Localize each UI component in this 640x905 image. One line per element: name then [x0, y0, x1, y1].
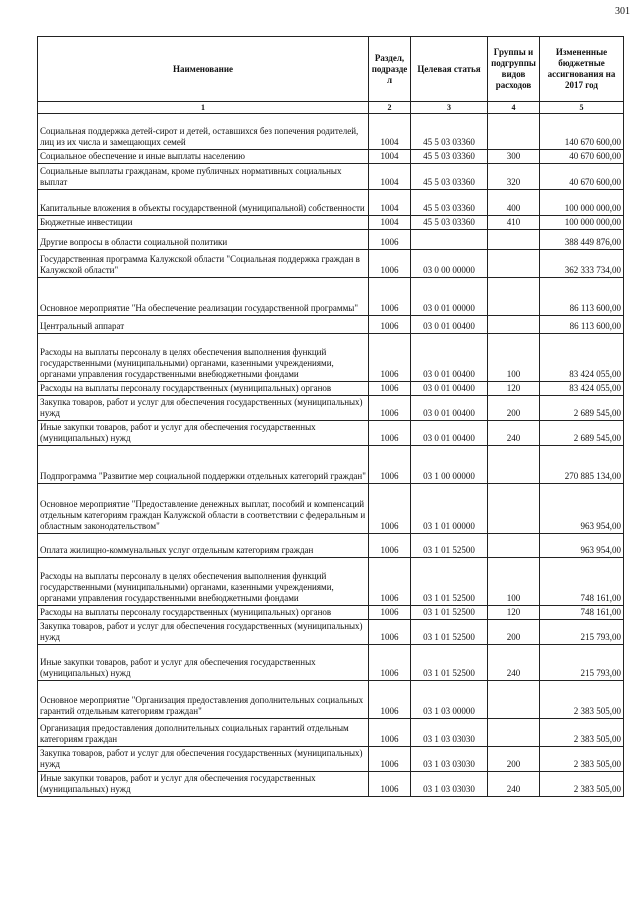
row-amount-cell: 748 161,00 — [540, 558, 624, 606]
row-target-cell: 03 0 01 00400 — [411, 396, 488, 421]
row-name-cell: Социальная поддержка детей-сирот и детей, оставшихся без попечения родителей, лиц из их числа и замещающих семей — [38, 114, 369, 150]
row-amount-cell: 388 449 876,00 — [540, 230, 624, 250]
row-section-cell: 1006 — [369, 558, 411, 606]
row-target-cell: 45 5 03 03360 — [411, 216, 488, 230]
row-target-cell: 45 5 03 03360 — [411, 190, 488, 216]
row-name-cell: Организация предоставления дополнительных социальных гарантий отдельным категориям граждан — [38, 719, 369, 747]
row-amount-cell: 140 670 600,00 — [540, 114, 624, 150]
table-row — [38, 484, 624, 534]
row-section-cell: 1004 — [369, 164, 411, 190]
row-group-cell: 120 — [488, 382, 540, 396]
row-group-cell — [488, 446, 540, 484]
table-row — [38, 316, 624, 334]
row-target-cell: 03 1 01 52500 — [411, 620, 488, 645]
row-name-cell: Основное мероприятие "На обеспечение реализации государственной программы" — [38, 278, 369, 316]
row-section-cell: 1006 — [369, 620, 411, 645]
row-group-cell — [488, 250, 540, 278]
table-row — [38, 446, 624, 484]
row-section-cell: 1006 — [369, 382, 411, 396]
row-section-cell: 1004 — [369, 216, 411, 230]
row-name-cell: Капитальные вложения в объекты государственной (муниципальной) собственности — [38, 190, 369, 216]
row-target-cell: 03 0 01 00000 — [411, 278, 488, 316]
row-section-cell: 1004 — [369, 190, 411, 216]
page-number: 301 — [615, 6, 630, 17]
row-target-cell: 03 0 01 00400 — [411, 334, 488, 382]
row-amount-cell: 270 885 134,00 — [540, 446, 624, 484]
row-group-cell: 240 — [488, 421, 540, 446]
row-section-cell: 1004 — [369, 150, 411, 164]
row-name-cell: Центральный аппарат — [38, 316, 369, 334]
row-name-cell: Расходы на выплаты персоналу в целях обеспечения выполнения функций государственными (муниципальными) органами, казенными учреждениями, органами управления государственными внебюджетными фондами — [38, 558, 369, 606]
row-amount-cell: 2 383 505,00 — [540, 747, 624, 772]
row-group-cell: 200 — [488, 747, 540, 772]
column-number: 3 — [411, 102, 488, 114]
row-amount-cell: 40 670 600,00 — [540, 150, 624, 164]
table-row — [38, 606, 624, 620]
header-amount: Измененные бюджетные ассигнования на 2017 год — [540, 37, 624, 102]
row-amount-cell: 83 424 055,00 — [540, 382, 624, 396]
row-name-cell: Иные закупки товаров, работ и услуг для обеспечения государственных (муниципальных) нужд — [38, 645, 369, 681]
row-amount-cell: 2 383 505,00 — [540, 719, 624, 747]
row-amount-cell: 86 113 600,00 — [540, 316, 624, 334]
row-target-cell — [411, 230, 488, 250]
row-amount-cell: 2 689 545,00 — [540, 421, 624, 446]
row-section-cell: 1006 — [369, 606, 411, 620]
row-name-cell: Расходы на выплаты персоналу государственных (муниципальных) органов — [38, 382, 369, 396]
row-group-cell: 100 — [488, 334, 540, 382]
row-target-cell: 03 1 03 03030 — [411, 747, 488, 772]
row-amount-cell: 2 383 505,00 — [540, 681, 624, 719]
row-section-cell: 1004 — [369, 114, 411, 150]
row-group-cell: 200 — [488, 620, 540, 645]
table-row — [38, 620, 624, 645]
row-section-cell: 1006 — [369, 534, 411, 558]
table-row — [38, 334, 624, 382]
row-name-cell: Расходы на выплаты персоналу государственных (муниципальных) органов — [38, 606, 369, 620]
row-group-cell: 240 — [488, 772, 540, 797]
row-name-cell: Закупка товаров, работ и услуг для обеспечения государственных (муниципальных) нужд — [38, 747, 369, 772]
table-row — [38, 421, 624, 446]
row-target-cell: 03 1 03 03030 — [411, 719, 488, 747]
row-group-cell — [488, 278, 540, 316]
table-row — [38, 645, 624, 681]
row-amount-cell: 748 161,00 — [540, 606, 624, 620]
row-target-cell: 03 0 01 00400 — [411, 382, 488, 396]
row-section-cell: 1006 — [369, 278, 411, 316]
header-name: Наименование — [38, 37, 369, 102]
row-amount-cell: 215 793,00 — [540, 645, 624, 681]
row-group-cell — [488, 681, 540, 719]
column-number: 4 — [488, 102, 540, 114]
row-amount-cell: 963 954,00 — [540, 534, 624, 558]
table-row — [38, 396, 624, 421]
row-target-cell: 03 1 03 00000 — [411, 681, 488, 719]
row-group-cell: 100 — [488, 558, 540, 606]
table-row — [38, 719, 624, 747]
row-group-cell: 120 — [488, 606, 540, 620]
row-section-cell: 1006 — [369, 645, 411, 681]
row-name-cell: Иные закупки товаров, работ и услуг для обеспечения государственных (муниципальных) нужд — [38, 772, 369, 797]
table-body — [38, 114, 624, 797]
row-amount-cell: 86 113 600,00 — [540, 278, 624, 316]
row-amount-cell: 2 383 505,00 — [540, 772, 624, 797]
table-row — [38, 278, 624, 316]
column-number: 2 — [369, 102, 411, 114]
row-target-cell: 45 5 03 03360 — [411, 164, 488, 190]
row-target-cell: 03 0 01 00400 — [411, 421, 488, 446]
row-section-cell: 1006 — [369, 719, 411, 747]
row-section-cell: 1006 — [369, 446, 411, 484]
row-group-cell — [488, 484, 540, 534]
row-section-cell: 1006 — [369, 334, 411, 382]
row-name-cell: Бюджетные инвестиции — [38, 216, 369, 230]
row-group-cell: 410 — [488, 216, 540, 230]
row-name-cell: Закупка товаров, работ и услуг для обеспечения государственных (муниципальных) нужд — [38, 620, 369, 645]
table-row — [38, 114, 624, 150]
row-target-cell: 03 1 01 52500 — [411, 645, 488, 681]
row-group-cell — [488, 230, 540, 250]
row-amount-cell: 215 793,00 — [540, 620, 624, 645]
table-row — [38, 681, 624, 719]
row-target-cell: 03 1 01 52500 — [411, 534, 488, 558]
row-section-cell: 1006 — [369, 316, 411, 334]
row-name-cell: Социальное обеспечение и иные выплаты населению — [38, 150, 369, 164]
row-target-cell: 03 1 01 52500 — [411, 558, 488, 606]
row-name-cell: Закупка товаров, работ и услуг для обеспечения государственных (муниципальных) нужд — [38, 396, 369, 421]
row-amount-cell: 40 670 600,00 — [540, 164, 624, 190]
table-row — [38, 772, 624, 797]
row-target-cell: 45 5 03 03360 — [411, 114, 488, 150]
table-row — [38, 747, 624, 772]
row-group-cell: 240 — [488, 645, 540, 681]
row-name-cell: Расходы на выплаты персоналу в целях обеспечения выполнения функций государственными (муниципальными) органами, казенными учреждениями, органами управления государственными внебюджетными фондами — [38, 334, 369, 382]
table-header-row — [38, 37, 624, 102]
row-section-cell: 1006 — [369, 421, 411, 446]
row-amount-cell: 2 689 545,00 — [540, 396, 624, 421]
row-group-cell: 400 — [488, 190, 540, 216]
row-amount-cell: 100 000 000,00 — [540, 190, 624, 216]
row-name-cell: Оплата жилищно-коммунальных услуг отдельным категориям граждан — [38, 534, 369, 558]
row-section-cell: 1006 — [369, 250, 411, 278]
row-group-cell: 200 — [488, 396, 540, 421]
row-section-cell: 1006 — [369, 747, 411, 772]
row-name-cell: Другие вопросы в области социальной политики — [38, 230, 369, 250]
row-group-cell: 300 — [488, 150, 540, 164]
row-target-cell: 03 0 00 00000 — [411, 250, 488, 278]
row-group-cell — [488, 534, 540, 558]
row-target-cell: 03 0 01 00400 — [411, 316, 488, 334]
table-row — [38, 250, 624, 278]
row-name-cell: Основное мероприятие "Организация предоставления дополнительных социальных гарантий отдельным категориям граждан" — [38, 681, 369, 719]
row-section-cell: 1006 — [369, 396, 411, 421]
table-row — [38, 190, 624, 216]
row-group-cell — [488, 316, 540, 334]
table-row — [38, 534, 624, 558]
row-amount-cell: 83 424 055,00 — [540, 334, 624, 382]
row-name-cell: Социальные выплаты гражданам, кроме публичных нормативных социальных выплат — [38, 164, 369, 190]
row-section-cell: 1006 — [369, 484, 411, 534]
row-name-cell: Государственная программа Калужской области "Социальная поддержка граждан в Калужской области" — [38, 250, 369, 278]
column-numbering-row — [38, 102, 624, 114]
row-target-cell: 03 1 01 52500 — [411, 606, 488, 620]
row-group-cell — [488, 114, 540, 150]
row-name-cell: Подпрограмма "Развитие мер социальной поддержки отдельных категорий граждан" — [38, 446, 369, 484]
row-name-cell: Основное мероприятие "Предоставление денежных выплат, пособий и компенсаций отдельным категориям граждан Калужской области в соответствии с федеральным и областным законодательством" — [38, 484, 369, 534]
row-target-cell: 45 5 03 03360 — [411, 150, 488, 164]
table-row — [38, 558, 624, 606]
table-row — [38, 164, 624, 190]
header-groups: Группы и подгруппы видов расходов — [488, 37, 540, 102]
row-target-cell: 03 1 00 00000 — [411, 446, 488, 484]
budget-table — [37, 36, 624, 797]
row-amount-cell: 963 954,00 — [540, 484, 624, 534]
row-name-cell: Иные закупки товаров, работ и услуг для обеспечения государственных (муниципальных) нужд — [38, 421, 369, 446]
column-number: 5 — [540, 102, 624, 114]
table-row — [38, 382, 624, 396]
row-group-cell: 320 — [488, 164, 540, 190]
row-target-cell: 03 1 03 03030 — [411, 772, 488, 797]
row-section-cell: 1006 — [369, 230, 411, 250]
row-group-cell — [488, 719, 540, 747]
row-target-cell: 03 1 01 00000 — [411, 484, 488, 534]
column-number: 1 — [38, 102, 369, 114]
header-section: Раздел, подразде л — [369, 37, 411, 102]
table-row — [38, 216, 624, 230]
table-row — [38, 150, 624, 164]
row-section-cell: 1006 — [369, 772, 411, 797]
row-amount-cell: 100 000 000,00 — [540, 216, 624, 230]
row-section-cell: 1006 — [369, 681, 411, 719]
header-target: Целевая статья — [411, 37, 488, 102]
row-amount-cell: 362 333 734,00 — [540, 250, 624, 278]
table-row — [38, 230, 624, 250]
